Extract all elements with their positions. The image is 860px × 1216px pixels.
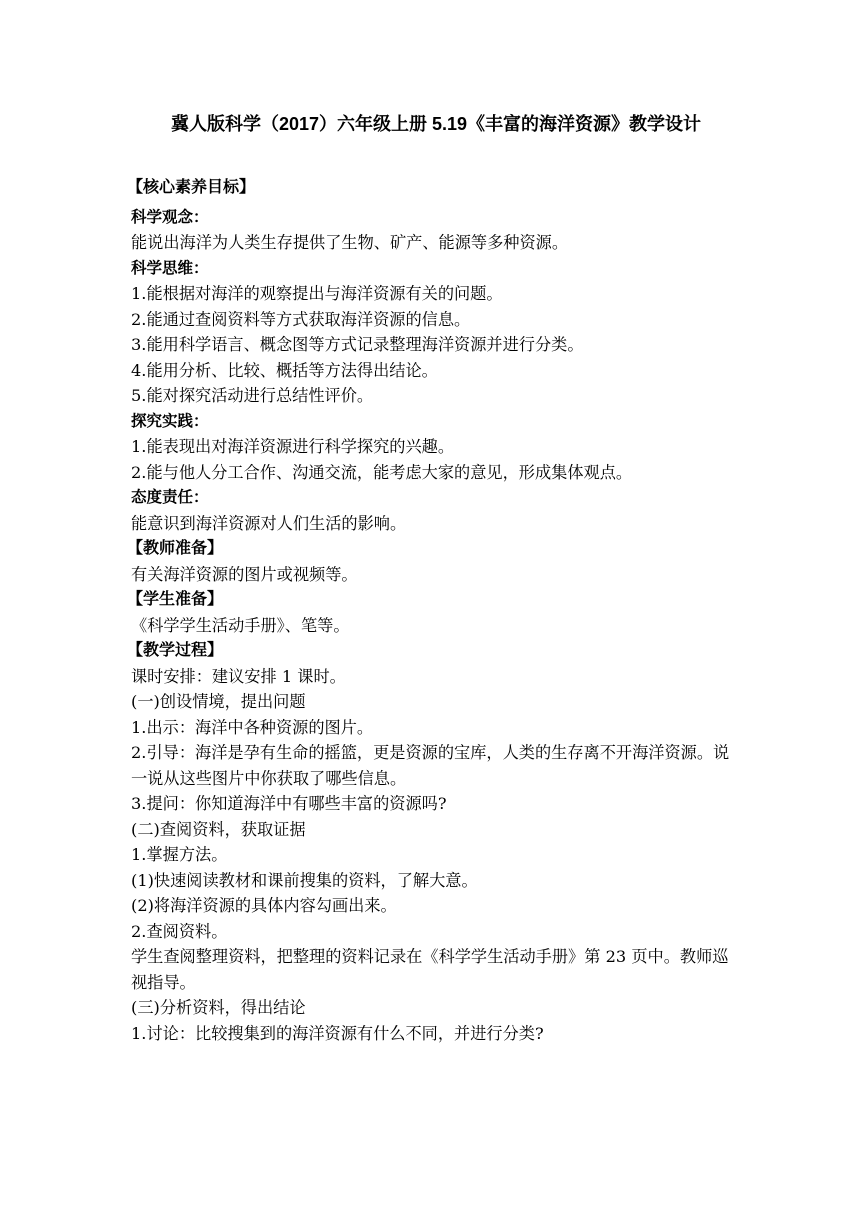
process-line: 1.出示：海洋中各种资源的图片。 xyxy=(131,717,374,737)
scientific-thinking-item: 5.能对探究活动进行总结性评价。 xyxy=(131,386,374,405)
process-line: 2.查阅资料。 xyxy=(131,921,228,941)
inquiry-practice-label: 探究实践： xyxy=(131,412,209,430)
teaching-process-heading: 【教学过程】 xyxy=(127,642,224,659)
student-prep-heading: 【学生准备】 xyxy=(127,591,224,608)
process-line: 2.引导：海洋是孕有生命的摇篮，更是资源的宝库，人类的生存离不开海洋资源。说一说从这些图片中你获取了哪些信息。 xyxy=(131,743,730,788)
process-stage-heading: (二)查阅资料，获取证据 xyxy=(131,819,306,839)
process-line: 3.提问：你知道海洋中有哪些丰富的资源吗? xyxy=(131,794,447,813)
teacher-prep-text: 有关海洋资源的图片或视频等。 xyxy=(131,564,358,584)
science-concept-label: 科学观念： xyxy=(131,208,209,226)
process-stage-heading: (一)创设情境，提出问题 xyxy=(131,692,306,711)
teacher-prep-heading: 【教师准备】 xyxy=(127,540,224,557)
science-concept-text: 能说出海洋为人类生存提供了生物、矿产、能源等多种资源。 xyxy=(131,233,569,252)
scientific-thinking-item: 2.能通过查阅资料等方式获取海洋资源的信息。 xyxy=(131,309,471,329)
document-body xyxy=(127,175,741,1046)
inquiry-practice-item: 1.能表现出对海洋资源进行科学探究的兴趣。 xyxy=(131,437,455,456)
process-line: (1)快速阅读教材和课前搜集的资料，了解大意。 xyxy=(131,870,478,890)
attitude-responsibility-label: 态度责任： xyxy=(131,489,209,506)
scientific-thinking-label: 科学思维： xyxy=(131,259,209,277)
process-line: 1.讨论：比较搜集到的海洋资源有什么不同，并进行分类? xyxy=(131,1023,544,1043)
core-objectives-heading: 【核心素养目标】 xyxy=(127,179,256,196)
process-line: 1.掌握方法。 xyxy=(131,845,228,864)
process-line: 课时安排：建议安排 1 课时。 xyxy=(131,666,346,686)
document-title: 冀人版科学（2017）六年级上册 5.19《丰富的海洋资源》教学设计 xyxy=(170,114,702,134)
scientific-thinking-item: 4.能用分析、比较、概括等方法得出结论。 xyxy=(131,360,438,380)
student-prep-text: 《科学学生活动手册》、笔等。 xyxy=(131,615,350,635)
attitude-responsibility-text: 能意识到海洋资源对人们生活的影响。 xyxy=(131,513,407,533)
scientific-thinking-item: 1.能根据对海洋的观察提出与海洋资源有关的问题。 xyxy=(131,284,503,303)
scientific-thinking-item: 3.能用科学语言、概念图等方式记录整理海洋资源并进行分类。 xyxy=(131,335,584,354)
process-line: 学生查阅整理资料，把整理的资料记录在《科学学生活动手册》第 23 页中。教师巡视指导。 xyxy=(131,947,729,992)
inquiry-practice-item: 2.能与他人分工合作、沟通交流，能考虑大家的意见，形成集体观点。 xyxy=(131,462,633,482)
process-line: (2)将海洋资源的具体内容勾画出来。 xyxy=(131,896,397,915)
process-stage-heading: (三)分析资料，得出结论 xyxy=(131,998,306,1017)
